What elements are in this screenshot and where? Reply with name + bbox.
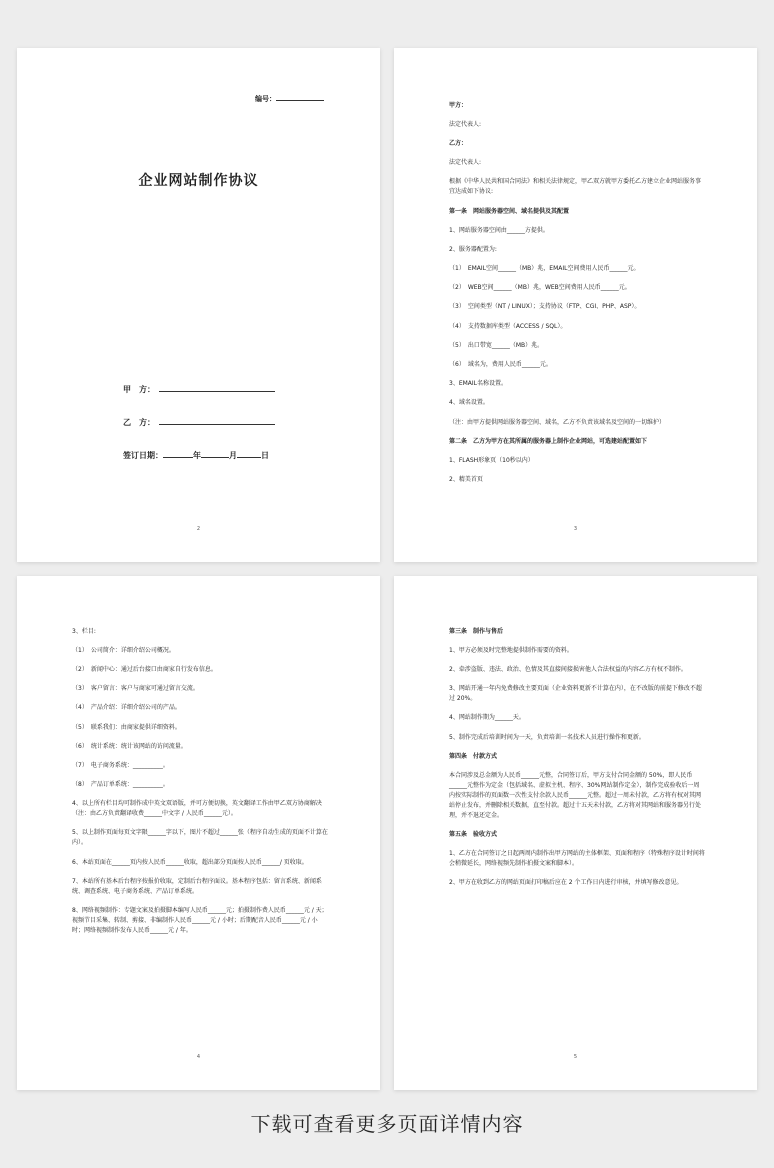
contract-number	[255, 93, 324, 104]
paragraph: 3、EMAIL名称设置。	[449, 380, 508, 388]
paragraph: （3） 空间类型（NT / LINUX）；支持协议（FTP、CGI、PHP、ASP）。	[449, 303, 641, 311]
paragraph: 法定代表人:	[449, 159, 482, 167]
party-b-label: 乙 方：	[123, 418, 155, 427]
paragraph: 3、栏目:	[72, 627, 96, 635]
paragraph: 2、牵涉盗版、违法、政治、色情及其直接间接损害他人合法权益的内容乙方有权不制作。	[449, 665, 687, 673]
paragraph: 法定代表人:	[449, 120, 482, 128]
paragraph: （2） WEB空间______（MB）兆，WEB空间费用人民币______元。	[449, 284, 631, 292]
paragraph: 1、网站服务器空间由______方提供。	[449, 226, 549, 234]
paragraph: 1、FLASH形象页（10秒以内）	[449, 456, 534, 464]
paragraph: 5、制作完成后培训时间为一天，负责培训一名技术人员进行操作和更新。	[449, 733, 645, 741]
page-number: 4	[196, 1054, 201, 1060]
paragraph: （5） 联系我们：由商家提供详细资料。	[72, 723, 181, 731]
year-label: 年	[193, 451, 201, 460]
page-number: 3	[573, 526, 578, 532]
page-2	[394, 48, 757, 562]
paragraph: （5） 出口带宽______（MB）兆。	[449, 341, 544, 349]
page-3	[17, 576, 380, 1090]
page-3-body	[72, 622, 328, 941]
download-more-caption[interactable]: 下载可查看更多页面详情内容	[250, 1112, 524, 1136]
page-4-body	[449, 622, 705, 893]
paragraph: 3、网站开通一年内免费修改主要页面（企业资料更新不计算在内），在不改版的前提下修改不超过 20%。	[449, 685, 702, 703]
paragraph: 本合同涉及总金额为人民币______元整，合同签订后，甲方支付合同金额的 50%，即人民币______元整作为定金（包括域名、虚拟主机、程序、30%网站制作定金），制作完成验收后一周内按实际制作的页面数一次性支付余款人民币______元整。超过一周未付款，乙方将有权对其网站停止发布，并删除相关数据，直至付款。超过十五天未付款，乙方将对其网站和服务器另行处理，并不退还定金。	[449, 771, 702, 819]
paragraph: 7、本站所有基本后台程序按报价收取，定制后台程序面议。基本程序包括：留言系统、新闻系统、调查系统、电子商务系统、产品订单系统。	[72, 877, 322, 895]
paragraph: （2） 新闻中心：通过后台接口由商家自行发布信息。	[72, 665, 217, 673]
paragraph: （注：由甲方提供网站服务器空间、域名，乙方不负责该域名及空间的一切维护）	[449, 418, 666, 426]
year-blank	[163, 449, 193, 458]
paragraph: （8） 产品订单系统：__________。	[72, 781, 169, 789]
section-heading: 第三条 制作与售后	[449, 627, 504, 635]
page-cover	[17, 48, 380, 562]
paragraph: 乙方：	[449, 139, 468, 147]
paragraph: 2、服务器配置为:	[449, 245, 497, 253]
paragraph: 5、以上制作页面每页文字限______字以下，图片不超过______张（程序自动生成的页面不计算在内）。	[72, 829, 328, 847]
date-label: 签订日期：	[123, 451, 163, 460]
paragraph: 8、网络视频制作：专题文案及拍摄脚本编写人民币______元；拍摄制作费人民币______元 / 天；视频节目采集、转制、剪接、非编制作人民币______元 / 小时；后期配音人民币______元 / 小时；网络视频制作发布人民币______元 / 年。	[72, 907, 328, 935]
paragraph: 根据《中华人民共和国合同法》和相关法律规定，甲乙双方就甲方委托乙方建立企业网站服务事宜达成如下协议:	[449, 178, 702, 196]
page-4	[394, 576, 757, 1090]
paragraph: （7） 电子商务系统：__________。	[72, 761, 169, 769]
paragraph: （1） EMAIL空间______（MB）兆，EMAIL空间费用人民币______元。	[449, 265, 640, 273]
party-a-label: 甲 方：	[123, 385, 155, 394]
month-label: 月	[229, 451, 237, 460]
paragraph: （6） 域名为，费用人民币______元。	[449, 361, 552, 369]
paragraph: 甲方：	[449, 101, 468, 109]
party-a-field	[123, 383, 275, 395]
paragraph: 6、本站页面在______页内按人民币______收取，超出部分页面按人民币______/ 页收取。	[72, 858, 308, 866]
paragraph: 1、甲方必须及时完整地提供制作需要的资料。	[449, 646, 573, 654]
day-blank	[237, 449, 261, 458]
paragraph: 2、甲方在收到乙方的网站页面打印稿后应在 2 个工作日内进行审核，并填写修改意见。	[449, 879, 683, 887]
page-2-body	[449, 96, 705, 490]
paragraph: （4） 产品介绍：详细介绍公司的产品。	[72, 704, 181, 712]
contract-number-label: 编号：	[255, 95, 276, 103]
paragraph: （1） 公司简介：详细介绍公司概况。	[72, 646, 175, 654]
section-heading: 第四条 付款方式	[449, 752, 498, 760]
party-b-field	[123, 416, 275, 428]
section-heading: 第一条 网站服务器空间、域名提供及其配置	[449, 207, 570, 215]
day-label: 日	[261, 451, 269, 460]
paragraph: 4、网站制作期为______天。	[449, 714, 525, 722]
signing-date	[123, 449, 269, 461]
page-number: 5	[573, 1054, 578, 1060]
paragraph: （3） 客户留言：客户与商家可通过留言交流。	[72, 685, 199, 693]
paragraph: 4、以上所有栏目均可制作成中英文双语版，并可方便切换，英文翻译工作由甲乙双方协商解决（注：由乙方负责翻译收费______中文字 / 人民币______元）。	[72, 800, 322, 818]
section-heading: 第五条 验收方式	[449, 831, 498, 839]
party-b-blank	[159, 416, 275, 425]
paragraph: 2、精美首页	[449, 476, 483, 484]
party-a-blank	[159, 383, 275, 392]
paragraph: （6） 统计系统：统计该网站的访问流量。	[72, 742, 187, 750]
section-heading: 第二条 乙方为甲方在其所属的服务器上制作企业网站，可选建站配置如下	[449, 437, 648, 445]
paragraph: 1、乙方在合同签订之日起两周内制作出甲方网站的主体框架、页面和程序（特殊程序设计时间将会稍微延长，网络视频先制作拍摄文案和脚本）。	[449, 850, 705, 868]
page-number: 2	[196, 526, 201, 532]
paragraph: 4、域名设置。	[449, 399, 489, 407]
contract-number-blank	[276, 93, 324, 101]
paragraph: （4） 支持数据库类型（ACCESS / SQL）。	[449, 322, 567, 330]
month-blank	[201, 449, 229, 458]
document-title: 企业网站制作协议	[138, 173, 259, 189]
